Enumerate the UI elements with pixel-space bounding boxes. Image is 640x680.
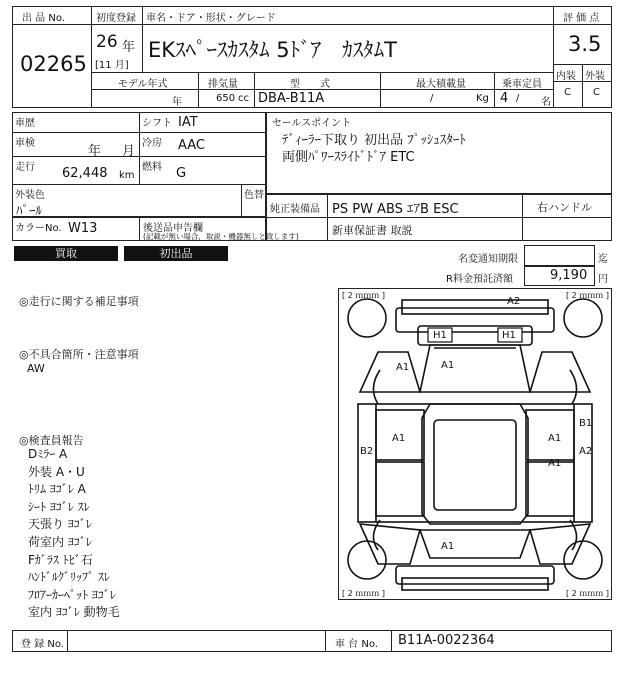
- equipment-label: 純正装備品: [270, 204, 320, 215]
- model-code: DBA-B11A: [258, 91, 325, 106]
- corner-label-rear-right: [ 2 ｍｍｍ ]: [566, 589, 609, 598]
- inspection-month-unit: 月: [122, 144, 136, 159]
- damage-mark-left-front-door: A1: [392, 433, 406, 444]
- first-reg-year-unit: 年: [122, 40, 136, 55]
- report-line: ｼｰﾄ ﾖｺﾞﾚ ｽﾚ: [28, 499, 90, 514]
- recycle-value: 9,190: [550, 268, 588, 283]
- interior-label: 内装: [556, 71, 576, 82]
- defects-title: ◎不具合箇所・注意事項: [19, 348, 139, 361]
- exterior-label: 外装: [585, 71, 605, 82]
- model-code-label: 型 式: [290, 79, 330, 90]
- grade-score: 3.5: [568, 32, 602, 56]
- registration-label: 登 録 No.: [21, 639, 64, 650]
- damage-mark-right-side: A2: [579, 446, 593, 457]
- first-reg-year: 26: [96, 32, 118, 52]
- capacity-value: 4: [500, 91, 509, 106]
- report-line: Dﾐﾗｰ A: [28, 447, 68, 461]
- shift-value: IAT: [178, 115, 198, 130]
- report-line: ﾊﾝﾄﾞﾙｸﾞﾘｯﾌﾟ ｽﾚ: [28, 570, 110, 585]
- footer-row: [12, 630, 612, 652]
- capacity-label: 乗車定員: [502, 79, 542, 90]
- mileage-value: 62,448: [62, 166, 108, 181]
- defects-text: AW: [27, 362, 45, 375]
- car-diagram: [338, 288, 612, 600]
- inspection-year-unit: 年: [88, 144, 102, 159]
- damage-mark-left-fender: A1: [396, 362, 410, 373]
- report-list: [28, 446, 120, 622]
- handle-side: 右ハンドル: [537, 201, 592, 214]
- displacement-label: 排気量: [208, 79, 238, 90]
- recycle-label: R料金預託済額: [446, 274, 513, 285]
- supplement-title: ◎走行に関する補足事項: [19, 295, 139, 308]
- damage-mark-headlight-left: H1: [433, 330, 447, 341]
- report-line: 外装 A・U: [28, 464, 85, 479]
- buy-badge: 買取: [14, 246, 118, 261]
- color-no-value: W13: [68, 221, 98, 236]
- fuel-value: G: [176, 166, 187, 181]
- ext-color-value: ﾊﾟｰﾙ: [16, 204, 42, 219]
- max-load-label: 最大積載量: [416, 79, 466, 90]
- exterior-grade: C: [593, 87, 600, 98]
- grade-label: 評 価 点: [563, 13, 600, 24]
- equipment-value: PS PW ABS ｴｱB ESC: [332, 202, 459, 217]
- model-year-label: モデル年式: [118, 79, 168, 90]
- first-listing-badge: 初出品: [124, 246, 228, 261]
- damage-mark-right-rear-door: A1: [548, 458, 562, 469]
- model-year-unit: 年: [172, 97, 182, 108]
- report-line: 天張り ﾖｺﾞﾚ: [28, 517, 92, 532]
- damage-mark-right-front-door: A1: [548, 433, 562, 444]
- history-label: 車歴: [15, 118, 35, 129]
- notify-label: 名変通知期限: [458, 254, 518, 265]
- capacity-sep: /: [516, 93, 520, 104]
- damage-mark-rear-hatch: A1: [441, 541, 455, 552]
- lot-number: 02265: [20, 52, 87, 76]
- interior-grade: C: [564, 87, 571, 98]
- color-no-label: カラーNo.: [15, 223, 62, 234]
- damage-mark-left-side: B2: [360, 446, 374, 457]
- mileage-unit: km: [119, 170, 135, 181]
- warranty-text: 新車保証書 取説: [332, 224, 413, 237]
- report-line: ﾌﾛｱｰｶｰﾍﾟｯﾄ ﾖｺﾞﾚ: [28, 587, 116, 602]
- recycle-unit: 円: [598, 274, 608, 285]
- aircon-value: AAC: [178, 138, 205, 153]
- repaint-label: 色替: [244, 190, 264, 201]
- notify-box: [524, 245, 595, 266]
- damage-mark-headlight-right: H1: [502, 330, 516, 341]
- warranty-row: [266, 217, 612, 241]
- max-load-slash: /: [430, 93, 434, 104]
- fuel-label: 燃料: [142, 162, 162, 173]
- chassis-label: 車 台 No.: [335, 639, 378, 650]
- sales-point-line-1: ﾃﾞｨｰﾗｰ下取り 初出品 ﾌﾟｯｼｭｽﾀｰﾄ: [282, 133, 466, 148]
- damage-mark-right-pillar: B1: [579, 418, 593, 429]
- capacity-unit: 名: [541, 97, 551, 108]
- report-line: 室内 ﾖｺﾞﾚ 動物毛: [28, 605, 120, 620]
- max-load-unit: Kg: [476, 93, 489, 104]
- damage-mark-hood: A1: [441, 360, 455, 371]
- corner-label-front-right: [ 2 ｍｍｍ ]: [566, 291, 609, 300]
- lot-label: 出 品 No.: [22, 13, 65, 24]
- corner-label-rear-left: [ 2 ｍｍｍ ]: [342, 589, 385, 598]
- displacement-unit: cc: [238, 93, 249, 104]
- postsale-label: 後送品申告欄: [143, 223, 203, 234]
- report-title: ◎検査員報告: [19, 434, 84, 447]
- aircon-label: 冷房: [142, 138, 162, 149]
- notify-unit: 迄: [598, 254, 608, 265]
- report-line: Fｶﾞﾗｽ ﾄﾋﾞ石: [28, 552, 93, 567]
- report-line: ﾄﾘﾑ ﾖｺﾞﾚ A: [28, 482, 86, 497]
- ext-color-label: 外装色: [15, 190, 45, 201]
- sales-point-line-2: 両側ﾊﾟﾜｰｽﾗｲﾄﾞﾄﾞｱ ETC: [282, 150, 415, 165]
- car-name: EKｽﾍﾟｰｽｶｽﾀﾑ 5ﾄﾞｱ ｶｽﾀﾑT: [148, 38, 397, 62]
- postsale-note: (記載が無い場合，取説・機器無しと致します): [143, 232, 299, 241]
- car-name-label: 車名・ドア・形状・グレード: [146, 13, 276, 24]
- first-reg-month: [11 月]: [95, 60, 129, 71]
- first-reg-label: 初度登録: [96, 13, 136, 24]
- mileage-label: 走行: [15, 162, 35, 173]
- corner-label-front-left: [ 2 ｍｍｍ ]: [342, 291, 385, 300]
- displacement-value: 650: [216, 93, 236, 104]
- report-line: 荷室内 ﾖｺﾞﾚ: [28, 534, 92, 549]
- chassis-number: B11A-0022364: [398, 633, 495, 648]
- sales-point-label: セールスポイント: [272, 118, 352, 129]
- inspection-label: 車検: [15, 138, 35, 149]
- shift-label: シフト: [142, 118, 172, 129]
- damage-mark-front-bumper: A2: [507, 296, 521, 307]
